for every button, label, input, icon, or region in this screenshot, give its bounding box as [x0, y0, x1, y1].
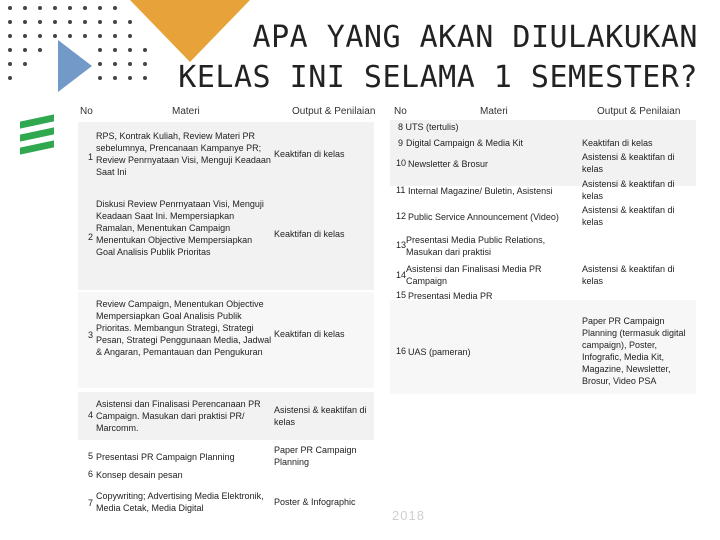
- green-stripes-decoration: [20, 118, 54, 157]
- table-row-number: 13: [396, 240, 407, 250]
- table-row-number: 9: [398, 138, 404, 148]
- footer-year: 2018: [392, 508, 425, 523]
- table-row-materi: RPS, Kontrak Kuliah, Review Materi PR sebelumnya, Prencanaan Kampanye PR; Review Penrnyataan Visi, Menguji Keadaan Saat Ini: [96, 131, 271, 177]
- table-row-materi: Newsletter & Brosur: [408, 159, 489, 169]
- table-row-materi: Presentasi Media PR: [408, 291, 493, 301]
- left-header-output: Output & Penilaian: [292, 106, 376, 117]
- table-row-materi-text: UTS (tertulis): [405, 122, 459, 132]
- table-row-materi: Konsep desain pesan: [96, 470, 183, 480]
- table-row-number: 3: [88, 330, 94, 340]
- table-row-number: 14: [396, 270, 407, 280]
- left-header-no: No: [80, 106, 93, 117]
- table-row-materi: Presentasi Media Public Relations, Masukan dari praktisi: [406, 235, 546, 257]
- table-row-materi: Asistensi dan Finalisasi Perencanaan PR Campaign. Masukan dari praktisi PR/ Marcomm.: [96, 399, 261, 433]
- table-row-output: Paper PR Campaign Planning (termasuk digital campaign), Poster, Infografic, Media Kit, Magazine, Newsletter, Brosur, Video PSA: [582, 316, 686, 386]
- table-row-number: 8: [398, 122, 404, 132]
- table-row-number: 16: [396, 346, 407, 356]
- table-row-output: Keaktifan di kelas: [274, 329, 345, 339]
- table-row-materi: Diskusi Review Penrnyataan Visi, Menguji Keadaan Saat Ini. Mempersiapkan Ramalan, Menentukan Campaign Menentukan Objective Mempersiapkan Goal Analisis Publik Prioritas: [96, 199, 264, 257]
- table-row-number: 7: [88, 498, 94, 508]
- table-row-number: 10: [396, 158, 407, 168]
- right-header-no: No: [394, 106, 407, 117]
- title-line-1: APA YANG AKAN DIULAKUKAN: [252, 20, 698, 55]
- table-row-number: 4: [88, 410, 94, 420]
- table-row-materi: Digital Campaign & Media Kit: [406, 138, 524, 148]
- table-row-materi: Asistensi dan Finalisasi Media PR Campaign: [406, 264, 542, 286]
- table-row-output: Asistensi & keaktifan di kelas: [274, 405, 367, 427]
- title-line-2: KELAS INI SELAMA 1 SEMESTER?: [178, 60, 698, 95]
- table-row-output: Keaktifan di kelas: [582, 138, 653, 148]
- table-row-output: Keaktifan di kelas: [274, 149, 345, 159]
- table-row-materi: Public Service Announcement (Video): [408, 212, 559, 222]
- table-row-number: 11: [396, 185, 406, 195]
- page-title: [178, 18, 698, 98]
- table-row-number: 5: [88, 451, 94, 461]
- table-row-output: Poster & Infographic: [274, 497, 356, 507]
- table-row-materi: Review Campaign, Menentukan Objective Mempersiapkan Goal Analisis Publik Prioritas. Membangun Strategi, Strategi Pesan, Strategi Penggunaan Media, Jadwal & Angaran, Pemantauan dan Pengukuran: [96, 299, 272, 357]
- left-header-materi: Materi: [172, 106, 200, 117]
- right-header-materi: Materi: [480, 106, 508, 117]
- table-row-materi: Copywriting; Advertising Media Elektronik, Media Cetak, Media Digital: [96, 491, 264, 513]
- table-row-number: 15: [396, 290, 407, 300]
- table-row-output: Asistensi & keaktifan di kelas: [582, 264, 675, 286]
- table-row-number: 1: [88, 152, 94, 162]
- right-header-output: Output & Penilaian: [597, 106, 681, 117]
- table-row-output: Keaktifan di kelas: [274, 229, 345, 239]
- table-row-output: Asistensi & keaktifan di kelas: [582, 205, 675, 227]
- table-row-materi: Internal Magazine/ Buletin, Asistensi: [408, 186, 553, 196]
- table-row-output: Asistensi & keaktifan di kelas: [582, 179, 675, 201]
- table-row-output: Paper PR Campaign Planning: [274, 445, 357, 467]
- table-row-output: Asistensi & keaktifan di kelas: [582, 152, 675, 174]
- table-row-number: 12: [396, 211, 407, 221]
- table-row-materi: Presentasi PR Campaign Planning: [96, 452, 235, 462]
- table-row-number: 6: [88, 469, 94, 479]
- table-row-number: 2: [88, 232, 94, 242]
- table-row-materi: UAS (pameran): [408, 347, 471, 357]
- blue-triangle-decoration: [58, 40, 92, 92]
- table-row-materi: [398, 121, 578, 133]
